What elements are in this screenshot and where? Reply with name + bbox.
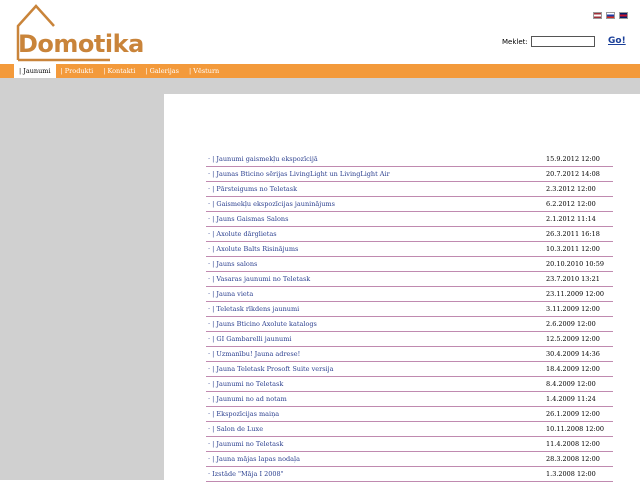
flag-lv-icon[interactable] <box>593 12 602 19</box>
news-title-link[interactable]: · | Salon de Luxe <box>208 425 264 433</box>
left-sidebar <box>0 94 164 480</box>
news-title-link[interactable]: · | Jauns Bticino Axolute katalogs <box>208 320 317 328</box>
nav-item-2[interactable]: | Kontakti <box>103 67 136 75</box>
news-title-link[interactable]: · | GI Gambarelli jaunumi <box>208 335 292 343</box>
news-date: 30.4.2009 14:36 <box>546 350 600 358</box>
news-row <box>206 317 613 332</box>
news-title-link[interactable]: · | Axolute Balts Risinājums <box>208 245 299 253</box>
brand-name[interactable]: Domotika <box>18 30 144 58</box>
news-title-link[interactable]: · | Ekspozīcijas maiņa <box>208 410 280 418</box>
news-title-link[interactable]: · | Jauna vieta <box>208 290 254 298</box>
news-title-link[interactable]: · | Jauns salons <box>208 260 258 268</box>
news-title-link[interactable]: · | Axolute dārglietas <box>208 230 277 238</box>
news-date: 8.4.2009 12:00 <box>546 380 596 388</box>
news-date: 28.3.2008 12:00 <box>546 455 600 463</box>
news-title-link[interactable]: · | Teletask rīkdens jaunumi <box>208 305 300 313</box>
search-go-button[interactable]: Go! <box>608 36 626 46</box>
main-content <box>164 94 640 480</box>
header <box>0 0 640 64</box>
news-row <box>206 422 613 437</box>
news-date: 26.3.2011 16:18 <box>546 230 600 238</box>
news-date: 10.11.2008 12:00 <box>546 425 605 433</box>
news-date: 1.3.2008 12:00 <box>546 470 596 478</box>
news-date: 6.2.2012 12:00 <box>546 200 596 208</box>
news-date: 3.11.2009 12:00 <box>546 305 600 313</box>
news-date: 10.3.2011 12:00 <box>546 245 600 253</box>
language-switcher <box>593 12 628 19</box>
news-date: 12.5.2009 12:00 <box>546 335 600 343</box>
news-date: 2.3.2012 12:00 <box>546 185 596 193</box>
news-list <box>206 152 613 482</box>
news-row <box>206 287 613 302</box>
news-date: 23.11.2009 12:00 <box>546 290 605 298</box>
news-title-link[interactable]: · | Jaunumi no ad notam <box>208 395 287 403</box>
news-row <box>206 407 613 422</box>
search-input[interactable] <box>531 36 595 47</box>
news-row <box>206 242 613 257</box>
news-title-link[interactable]: · | Vasaras jaunumi no Teletask <box>208 275 311 283</box>
news-date: 26.1.2009 12:00 <box>546 410 600 418</box>
news-date: 2.1.2012 11:14 <box>546 215 596 223</box>
news-date: 1.4.2009 11:24 <box>546 395 596 403</box>
news-row <box>206 377 613 392</box>
news-date: 18.4.2009 12:00 <box>546 365 600 373</box>
news-row <box>206 392 613 407</box>
news-date: 15.9.2012 12:00 <box>546 155 600 163</box>
news-title-link[interactable]: · | Jauns Gaismas Salons <box>208 215 289 223</box>
news-row <box>206 272 613 287</box>
news-date: 23.7.2010 13:21 <box>546 275 600 283</box>
news-title-link[interactable]: · | Gaismekļu ekspozīcijas jauninājums <box>208 200 335 208</box>
news-title-link[interactable]: · | Jaunumi no Teletask <box>208 380 284 388</box>
news-row <box>206 332 613 347</box>
flag-en-icon[interactable] <box>619 12 628 19</box>
news-title-link[interactable]: · | Jauna mājas lapas nodaļa <box>208 455 300 463</box>
news-row <box>206 197 613 212</box>
news-row <box>206 452 613 467</box>
news-row <box>206 167 613 182</box>
news-title-link[interactable]: · | Jaunumi no Teletask <box>208 440 284 448</box>
news-row <box>206 347 613 362</box>
news-date: 20.7.2012 14:08 <box>546 170 600 178</box>
news-date: 2.6.2009 12:00 <box>546 320 596 328</box>
news-title-link[interactable]: · | Jauna Teletask Prosoft Suite versija <box>208 365 334 373</box>
news-row <box>206 152 613 167</box>
news-title-link[interactable]: · | Jaunas Bticino sērijas LivingLight un LivingLight Air <box>208 170 390 178</box>
nav-item-3[interactable]: | Galerijas <box>145 67 180 75</box>
news-row <box>206 437 613 452</box>
search-form <box>502 36 595 47</box>
news-row <box>206 302 613 317</box>
nav-item-1[interactable]: | Produkti <box>60 67 94 75</box>
news-title-link[interactable]: · | Uzmanību! Jauna adrese! <box>208 350 301 358</box>
news-date: 20.10.2010 10:59 <box>546 260 605 268</box>
flag-ru-icon[interactable] <box>606 12 615 19</box>
nav-item-4[interactable]: | Vēsturn <box>189 67 220 75</box>
news-title-link[interactable]: · Izstāde "Māja I 2008" <box>208 470 284 478</box>
news-row <box>206 362 613 377</box>
news-date: 11.4.2008 12:00 <box>546 440 600 448</box>
main-nav <box>0 64 640 78</box>
news-title-link[interactable]: · | Pārsteigums no Teletask <box>208 185 298 193</box>
top-band <box>0 78 640 94</box>
news-row <box>206 257 613 272</box>
news-row <box>206 212 613 227</box>
nav-item-0[interactable]: | Jaunumi <box>14 64 56 78</box>
news-title-link[interactable]: · | Jaunumi gaismekļu ekspozīcijā <box>208 155 318 163</box>
news-row <box>206 227 613 242</box>
news-row <box>206 182 613 197</box>
search-label: Meklet: <box>502 37 528 46</box>
